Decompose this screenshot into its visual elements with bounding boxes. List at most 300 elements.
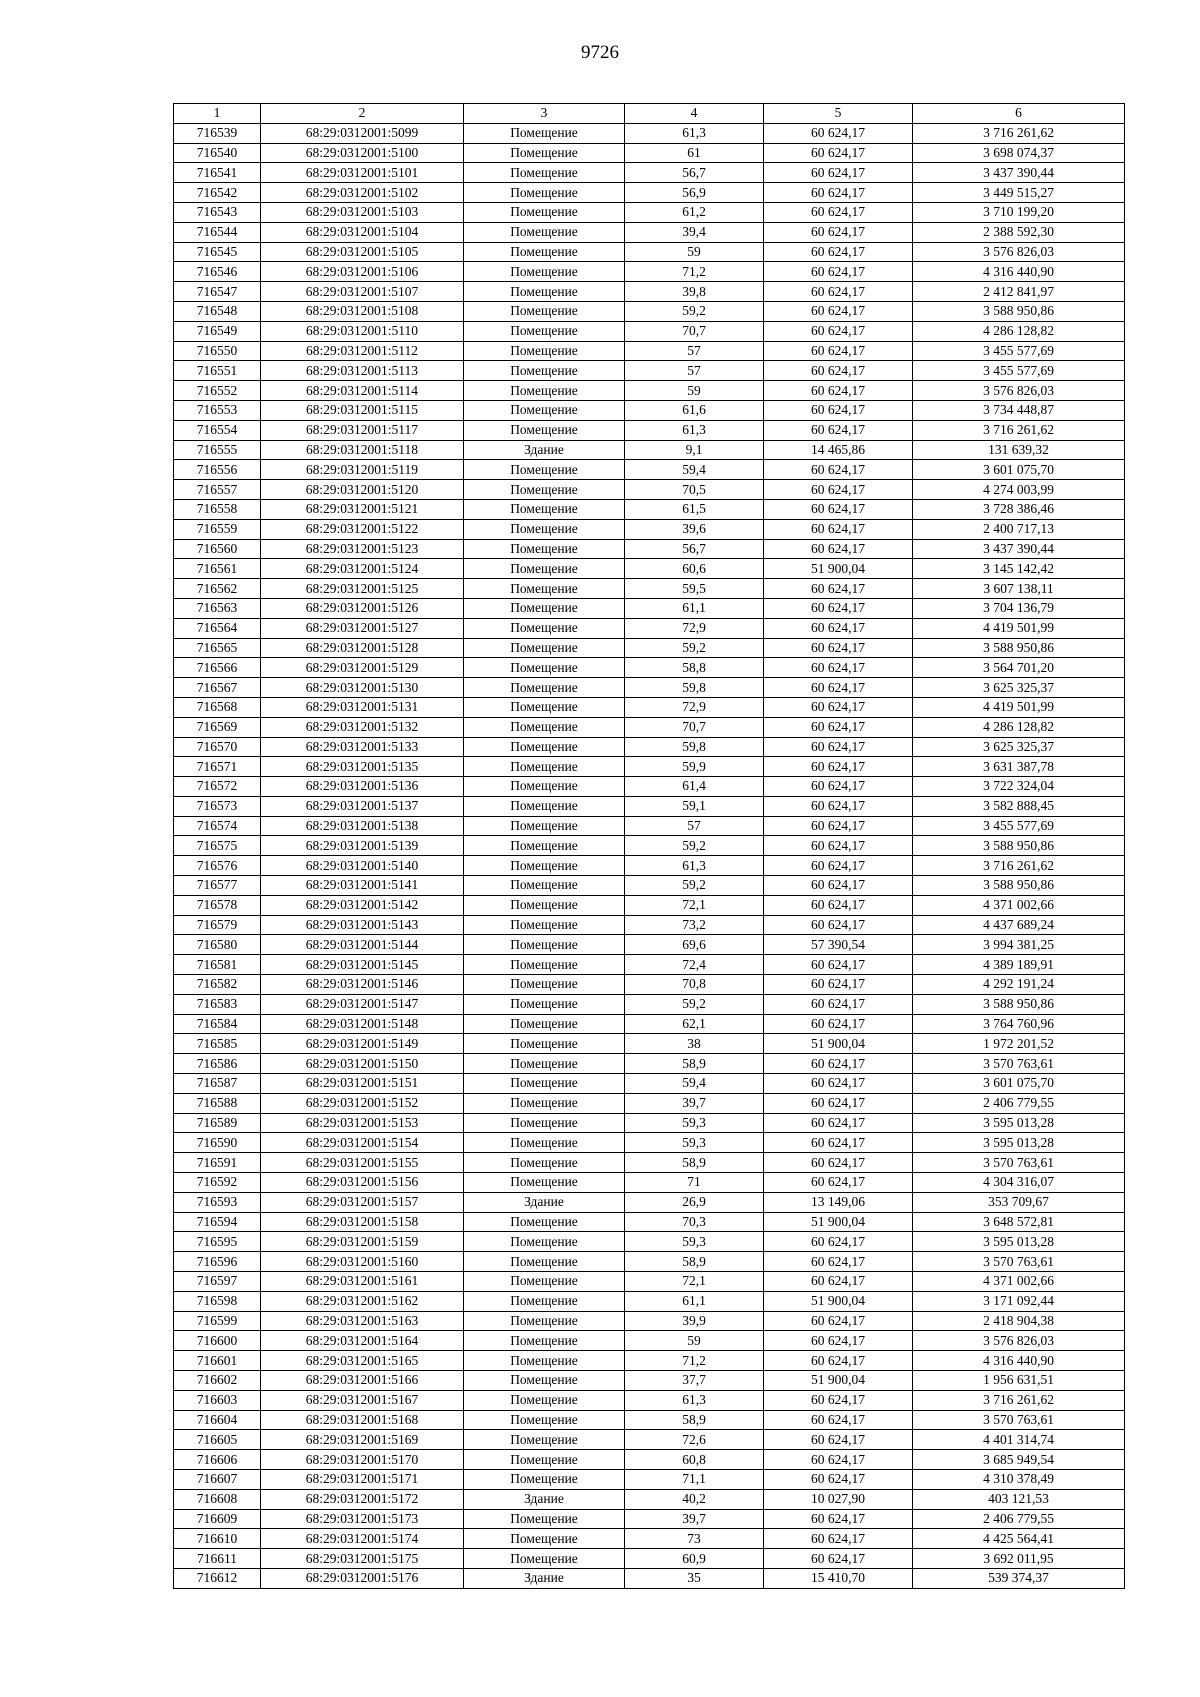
cadastral-number-cell: 68:29:0312001:5147 bbox=[261, 994, 464, 1014]
area-cell: 58,9 bbox=[625, 1410, 764, 1430]
column-header-3: 3 bbox=[464, 104, 625, 124]
cadastral-number-cell: 68:29:0312001:5152 bbox=[261, 1093, 464, 1113]
table-row bbox=[174, 717, 1125, 737]
object-type-cell: Помещение bbox=[464, 895, 625, 915]
cadastral-number-cell: 68:29:0312001:5139 bbox=[261, 836, 464, 856]
row-number-cell: 716584 bbox=[174, 1014, 261, 1034]
cadastral-value-cell: 3 570 763,61 bbox=[913, 1054, 1125, 1074]
area-cell: 58,8 bbox=[625, 658, 764, 678]
table-row bbox=[174, 1549, 1125, 1569]
cadastral-number-cell: 68:29:0312001:5133 bbox=[261, 737, 464, 757]
cadastral-value-cell: 4 316 440,90 bbox=[913, 262, 1125, 282]
area-cell: 59,8 bbox=[625, 737, 764, 757]
object-type-cell: Помещение bbox=[464, 856, 625, 876]
row-number-cell: 716587 bbox=[174, 1074, 261, 1094]
object-type-cell: Помещение bbox=[464, 737, 625, 757]
area-cell: 9,1 bbox=[625, 440, 764, 460]
cadastral-value-cell: 3 994 381,25 bbox=[913, 935, 1125, 955]
table-row bbox=[174, 163, 1125, 183]
cadastral-value-cell: 3 631 387,78 bbox=[913, 757, 1125, 777]
unit-value-cell: 60 624,17 bbox=[764, 163, 913, 183]
row-number-cell: 716606 bbox=[174, 1450, 261, 1470]
area-cell: 59 bbox=[625, 242, 764, 262]
table-row bbox=[174, 1232, 1125, 1252]
object-type-cell: Помещение bbox=[464, 1153, 625, 1173]
table-row bbox=[174, 341, 1125, 361]
table-row bbox=[174, 1351, 1125, 1371]
cadastral-value-cell: 3 595 013,28 bbox=[913, 1133, 1125, 1153]
table-row bbox=[174, 1192, 1125, 1212]
cadastral-number-cell: 68:29:0312001:5129 bbox=[261, 658, 464, 678]
unit-value-cell: 60 624,17 bbox=[764, 836, 913, 856]
row-number-cell: 716577 bbox=[174, 876, 261, 896]
cadastral-value-cell: 3 576 826,03 bbox=[913, 242, 1125, 262]
table-row bbox=[174, 519, 1125, 539]
object-type-cell: Помещение bbox=[464, 341, 625, 361]
cadastral-value-cell: 3 625 325,37 bbox=[913, 678, 1125, 698]
table-row bbox=[174, 935, 1125, 955]
unit-value-cell: 60 624,17 bbox=[764, 1430, 913, 1450]
cadastral-number-cell: 68:29:0312001:5174 bbox=[261, 1529, 464, 1549]
area-cell: 61 bbox=[625, 143, 764, 163]
cadastral-value-cell: 4 292 191,24 bbox=[913, 975, 1125, 995]
row-number-cell: 716595 bbox=[174, 1232, 261, 1252]
table-row bbox=[174, 1252, 1125, 1272]
object-type-cell: Помещение bbox=[464, 658, 625, 678]
row-number-cell: 716546 bbox=[174, 262, 261, 282]
cadastral-number-cell: 68:29:0312001:5138 bbox=[261, 816, 464, 836]
cadastral-value-cell: 3 576 826,03 bbox=[913, 1331, 1125, 1351]
table-row bbox=[174, 1133, 1125, 1153]
row-number-cell: 716565 bbox=[174, 638, 261, 658]
table-row bbox=[174, 796, 1125, 816]
cadastral-value-cell: 3 601 075,70 bbox=[913, 460, 1125, 480]
unit-value-cell: 60 624,17 bbox=[764, 1093, 913, 1113]
area-cell: 56,7 bbox=[625, 163, 764, 183]
cadastral-number-cell: 68:29:0312001:5101 bbox=[261, 163, 464, 183]
row-number-cell: 716558 bbox=[174, 499, 261, 519]
cadastral-number-cell: 68:29:0312001:5125 bbox=[261, 579, 464, 599]
cadastral-number-cell: 68:29:0312001:5161 bbox=[261, 1272, 464, 1292]
unit-value-cell: 60 624,17 bbox=[764, 242, 913, 262]
row-number-cell: 716568 bbox=[174, 697, 261, 717]
table-row bbox=[174, 658, 1125, 678]
cadastral-number-cell: 68:29:0312001:5102 bbox=[261, 183, 464, 203]
cadastral-value-cell: 1 956 631,51 bbox=[913, 1371, 1125, 1391]
table-row bbox=[174, 777, 1125, 797]
unit-value-cell: 51 900,04 bbox=[764, 1291, 913, 1311]
unit-value-cell: 60 624,17 bbox=[764, 1529, 913, 1549]
unit-value-cell: 60 624,17 bbox=[764, 1252, 913, 1272]
row-number-cell: 716551 bbox=[174, 361, 261, 381]
table-row bbox=[174, 222, 1125, 242]
unit-value-cell: 15 410,70 bbox=[764, 1568, 913, 1588]
cadastral-number-cell: 68:29:0312001:5120 bbox=[261, 480, 464, 500]
cadastral-value-cell: 3 171 092,44 bbox=[913, 1291, 1125, 1311]
row-number-cell: 716557 bbox=[174, 480, 261, 500]
object-type-cell: Помещение bbox=[464, 222, 625, 242]
area-cell: 72,9 bbox=[625, 618, 764, 638]
area-cell: 39,7 bbox=[625, 1509, 764, 1529]
object-type-cell: Помещение bbox=[464, 1272, 625, 1292]
table-row bbox=[174, 460, 1125, 480]
row-number-cell: 716605 bbox=[174, 1430, 261, 1450]
row-number-cell: 716597 bbox=[174, 1272, 261, 1292]
row-number-cell: 716593 bbox=[174, 1192, 261, 1212]
area-cell: 70,5 bbox=[625, 480, 764, 500]
table-body bbox=[174, 123, 1125, 1588]
table-row bbox=[174, 678, 1125, 698]
object-type-cell: Помещение bbox=[464, 1351, 625, 1371]
cadastral-value-cell: 2 406 779,55 bbox=[913, 1093, 1125, 1113]
cadastral-number-cell: 68:29:0312001:5131 bbox=[261, 697, 464, 717]
table-row bbox=[174, 955, 1125, 975]
row-number-cell: 716566 bbox=[174, 658, 261, 678]
row-number-cell: 716550 bbox=[174, 341, 261, 361]
object-type-cell: Помещение bbox=[464, 935, 625, 955]
table-row bbox=[174, 262, 1125, 282]
cadastral-number-cell: 68:29:0312001:5115 bbox=[261, 400, 464, 420]
table-row bbox=[174, 183, 1125, 203]
row-number-cell: 716576 bbox=[174, 856, 261, 876]
unit-value-cell: 60 624,17 bbox=[764, 1113, 913, 1133]
row-number-cell: 716582 bbox=[174, 975, 261, 995]
table-row bbox=[174, 836, 1125, 856]
row-number-cell: 716575 bbox=[174, 836, 261, 856]
unit-value-cell: 60 624,17 bbox=[764, 994, 913, 1014]
cadastral-number-cell: 68:29:0312001:5121 bbox=[261, 499, 464, 519]
table-row bbox=[174, 1054, 1125, 1074]
row-number-cell: 716563 bbox=[174, 598, 261, 618]
row-number-cell: 716570 bbox=[174, 737, 261, 757]
table-row bbox=[174, 876, 1125, 896]
unit-value-cell: 60 624,17 bbox=[764, 1331, 913, 1351]
object-type-cell: Помещение bbox=[464, 1410, 625, 1430]
object-type-cell: Помещение bbox=[464, 975, 625, 995]
cadastral-number-cell: 68:29:0312001:5124 bbox=[261, 559, 464, 579]
unit-value-cell: 60 624,17 bbox=[764, 1232, 913, 1252]
object-type-cell: Помещение bbox=[464, 519, 625, 539]
cadastral-number-cell: 68:29:0312001:5148 bbox=[261, 1014, 464, 1034]
area-cell: 59,3 bbox=[625, 1133, 764, 1153]
object-type-cell: Помещение bbox=[464, 1450, 625, 1470]
unit-value-cell: 60 624,17 bbox=[764, 876, 913, 896]
cadastral-value-cell: 4 425 564,41 bbox=[913, 1529, 1125, 1549]
table-row bbox=[174, 638, 1125, 658]
unit-value-cell: 60 624,17 bbox=[764, 1390, 913, 1410]
cadastral-value-cell: 3 716 261,62 bbox=[913, 123, 1125, 143]
table-row bbox=[174, 1074, 1125, 1094]
cadastral-number-cell: 68:29:0312001:5175 bbox=[261, 1549, 464, 1569]
area-cell: 61,1 bbox=[625, 1291, 764, 1311]
row-number-cell: 716604 bbox=[174, 1410, 261, 1430]
cadastral-number-cell: 68:29:0312001:5166 bbox=[261, 1371, 464, 1391]
object-type-cell: Помещение bbox=[464, 420, 625, 440]
object-type-cell: Помещение bbox=[464, 143, 625, 163]
table-row bbox=[174, 242, 1125, 262]
table-row bbox=[174, 440, 1125, 460]
area-cell: 39,4 bbox=[625, 222, 764, 242]
cadastral-value-cell: 4 437 689,24 bbox=[913, 915, 1125, 935]
object-type-cell: Помещение bbox=[464, 559, 625, 579]
object-type-cell: Помещение bbox=[464, 1133, 625, 1153]
area-cell: 57 bbox=[625, 341, 764, 361]
table-row bbox=[174, 301, 1125, 321]
cadastral-number-cell: 68:29:0312001:5112 bbox=[261, 341, 464, 361]
area-cell: 70,8 bbox=[625, 975, 764, 995]
cadastral-value-cell: 1 972 201,52 bbox=[913, 1034, 1125, 1054]
object-type-cell: Помещение bbox=[464, 361, 625, 381]
unit-value-cell: 60 624,17 bbox=[764, 420, 913, 440]
cadastral-value-cell: 3 582 888,45 bbox=[913, 796, 1125, 816]
area-cell: 59,2 bbox=[625, 301, 764, 321]
area-cell: 59,5 bbox=[625, 579, 764, 599]
cadastral-number-cell: 68:29:0312001:5154 bbox=[261, 1133, 464, 1153]
cadastral-value-cell: 3 570 763,61 bbox=[913, 1252, 1125, 1272]
table-row bbox=[174, 895, 1125, 915]
row-number-cell: 716612 bbox=[174, 1568, 261, 1588]
area-cell: 59,8 bbox=[625, 678, 764, 698]
object-type-cell: Помещение bbox=[464, 1291, 625, 1311]
cadastral-value-cell: 131 639,32 bbox=[913, 440, 1125, 460]
cadastral-number-cell: 68:29:0312001:5113 bbox=[261, 361, 464, 381]
row-number-cell: 716581 bbox=[174, 955, 261, 975]
object-type-cell: Помещение bbox=[464, 202, 625, 222]
unit-value-cell: 10 027,90 bbox=[764, 1489, 913, 1509]
area-cell: 26,9 bbox=[625, 1192, 764, 1212]
object-type-cell: Помещение bbox=[464, 1113, 625, 1133]
unit-value-cell: 60 624,17 bbox=[764, 856, 913, 876]
unit-value-cell: 60 624,17 bbox=[764, 1153, 913, 1173]
object-type-cell: Помещение bbox=[464, 183, 625, 203]
row-number-cell: 716611 bbox=[174, 1549, 261, 1569]
column-header-1: 1 bbox=[174, 104, 261, 124]
area-cell: 35 bbox=[625, 1568, 764, 1588]
unit-value-cell: 60 624,17 bbox=[764, 1410, 913, 1430]
row-number-cell: 716607 bbox=[174, 1469, 261, 1489]
cadastral-value-cell: 3 722 324,04 bbox=[913, 777, 1125, 797]
cadastral-value-cell: 2 388 592,30 bbox=[913, 222, 1125, 242]
cadastral-value-cell: 3 588 950,86 bbox=[913, 994, 1125, 1014]
cadastral-value-cell: 539 374,37 bbox=[913, 1568, 1125, 1588]
unit-value-cell: 60 624,17 bbox=[764, 895, 913, 915]
row-number-cell: 716603 bbox=[174, 1390, 261, 1410]
area-cell: 71,2 bbox=[625, 262, 764, 282]
object-type-cell: Здание bbox=[464, 1192, 625, 1212]
row-number-cell: 716583 bbox=[174, 994, 261, 1014]
table-row bbox=[174, 539, 1125, 559]
cadastral-value-cell: 3 625 325,37 bbox=[913, 737, 1125, 757]
table-row bbox=[174, 1034, 1125, 1054]
table-row bbox=[174, 1311, 1125, 1331]
table-row bbox=[174, 579, 1125, 599]
cadastral-number-cell: 68:29:0312001:5099 bbox=[261, 123, 464, 143]
cadastral-value-cell: 3 455 577,69 bbox=[913, 341, 1125, 361]
cadastral-number-cell: 68:29:0312001:5105 bbox=[261, 242, 464, 262]
unit-value-cell: 60 624,17 bbox=[764, 678, 913, 698]
row-number-cell: 716585 bbox=[174, 1034, 261, 1054]
row-number-cell: 716600 bbox=[174, 1331, 261, 1351]
cadastral-value-cell: 4 286 128,82 bbox=[913, 321, 1125, 341]
row-number-cell: 716573 bbox=[174, 796, 261, 816]
table-row bbox=[174, 400, 1125, 420]
cadastral-value-cell: 4 419 501,99 bbox=[913, 618, 1125, 638]
cadastral-value-cell: 4 274 003,99 bbox=[913, 480, 1125, 500]
area-cell: 39,7 bbox=[625, 1093, 764, 1113]
object-type-cell: Помещение bbox=[464, 697, 625, 717]
row-number-cell: 716542 bbox=[174, 183, 261, 203]
cadastral-value-cell: 3 734 448,87 bbox=[913, 400, 1125, 420]
area-cell: 59,2 bbox=[625, 994, 764, 1014]
row-number-cell: 716553 bbox=[174, 400, 261, 420]
row-number-cell: 716589 bbox=[174, 1113, 261, 1133]
object-type-cell: Помещение bbox=[464, 816, 625, 836]
row-number-cell: 716555 bbox=[174, 440, 261, 460]
area-cell: 61,3 bbox=[625, 123, 764, 143]
row-number-cell: 716596 bbox=[174, 1252, 261, 1272]
cadastral-number-cell: 68:29:0312001:5153 bbox=[261, 1113, 464, 1133]
area-cell: 61,6 bbox=[625, 400, 764, 420]
table-row bbox=[174, 1430, 1125, 1450]
object-type-cell: Помещение bbox=[464, 717, 625, 737]
object-type-cell: Помещение bbox=[464, 678, 625, 698]
unit-value-cell: 60 624,17 bbox=[764, 757, 913, 777]
cadastral-value-cell: 3 449 515,27 bbox=[913, 183, 1125, 203]
area-cell: 57 bbox=[625, 816, 764, 836]
table-row bbox=[174, 994, 1125, 1014]
table-row bbox=[174, 1173, 1125, 1193]
row-number-cell: 716569 bbox=[174, 717, 261, 737]
object-type-cell: Здание bbox=[464, 1489, 625, 1509]
row-number-cell: 716548 bbox=[174, 301, 261, 321]
object-type-cell: Помещение bbox=[464, 1054, 625, 1074]
table-row bbox=[174, 420, 1125, 440]
object-type-cell: Помещение bbox=[464, 262, 625, 282]
area-cell: 37,7 bbox=[625, 1371, 764, 1391]
cadastral-number-cell: 68:29:0312001:5150 bbox=[261, 1054, 464, 1074]
table-row bbox=[174, 202, 1125, 222]
cadastral-number-cell: 68:29:0312001:5110 bbox=[261, 321, 464, 341]
area-cell: 70,3 bbox=[625, 1212, 764, 1232]
row-number-cell: 716541 bbox=[174, 163, 261, 183]
cadastral-value-cell: 3 576 826,03 bbox=[913, 381, 1125, 401]
area-cell: 70,7 bbox=[625, 717, 764, 737]
unit-value-cell: 60 624,17 bbox=[764, 1351, 913, 1371]
unit-value-cell: 60 624,17 bbox=[764, 638, 913, 658]
unit-value-cell: 14 465,86 bbox=[764, 440, 913, 460]
cadastral-number-cell: 68:29:0312001:5169 bbox=[261, 1430, 464, 1450]
cadastral-number-cell: 68:29:0312001:5143 bbox=[261, 915, 464, 935]
object-type-cell: Помещение bbox=[464, 1529, 625, 1549]
unit-value-cell: 60 624,17 bbox=[764, 183, 913, 203]
unit-value-cell: 51 900,04 bbox=[764, 559, 913, 579]
object-type-cell: Помещение bbox=[464, 499, 625, 519]
table-row bbox=[174, 1153, 1125, 1173]
object-type-cell: Помещение bbox=[464, 1074, 625, 1094]
table-row bbox=[174, 559, 1125, 579]
area-cell: 59,3 bbox=[625, 1113, 764, 1133]
table-row bbox=[174, 1371, 1125, 1391]
table-row bbox=[174, 915, 1125, 935]
cadastral-value-cell: 3 570 763,61 bbox=[913, 1153, 1125, 1173]
area-cell: 56,9 bbox=[625, 183, 764, 203]
unit-value-cell: 60 624,17 bbox=[764, 222, 913, 242]
area-cell: 73,2 bbox=[625, 915, 764, 935]
area-cell: 59,2 bbox=[625, 836, 764, 856]
row-number-cell: 716598 bbox=[174, 1291, 261, 1311]
cadastral-value-cell: 3 692 011,95 bbox=[913, 1549, 1125, 1569]
area-cell: 59,4 bbox=[625, 1074, 764, 1094]
area-cell: 58,9 bbox=[625, 1252, 764, 1272]
object-type-cell: Помещение bbox=[464, 915, 625, 935]
unit-value-cell: 60 624,17 bbox=[764, 1450, 913, 1470]
cadastral-number-cell: 68:29:0312001:5132 bbox=[261, 717, 464, 737]
cadastral-number-cell: 68:29:0312001:5159 bbox=[261, 1232, 464, 1252]
object-type-cell: Помещение bbox=[464, 400, 625, 420]
cadastral-value-cell: 3 588 950,86 bbox=[913, 876, 1125, 896]
cadastral-value-cell: 3 716 261,62 bbox=[913, 420, 1125, 440]
row-number-cell: 716601 bbox=[174, 1351, 261, 1371]
cadastral-value-cell: 353 709,67 bbox=[913, 1192, 1125, 1212]
cadastral-value-cell: 4 316 440,90 bbox=[913, 1351, 1125, 1371]
cadastral-number-cell: 68:29:0312001:5126 bbox=[261, 598, 464, 618]
cadastral-number-cell: 68:29:0312001:5108 bbox=[261, 301, 464, 321]
object-type-cell: Помещение bbox=[464, 381, 625, 401]
unit-value-cell: 60 624,17 bbox=[764, 618, 913, 638]
object-type-cell: Помещение bbox=[464, 796, 625, 816]
table-row bbox=[174, 1093, 1125, 1113]
row-number-cell: 716599 bbox=[174, 1311, 261, 1331]
area-cell: 38 bbox=[625, 1034, 764, 1054]
cadastral-value-cell: 2 406 779,55 bbox=[913, 1509, 1125, 1529]
unit-value-cell: 60 624,17 bbox=[764, 301, 913, 321]
area-cell: 39,9 bbox=[625, 1311, 764, 1331]
cadastral-number-cell: 68:29:0312001:5151 bbox=[261, 1074, 464, 1094]
cadastral-number-cell: 68:29:0312001:5141 bbox=[261, 876, 464, 896]
cadastral-number-cell: 68:29:0312001:5135 bbox=[261, 757, 464, 777]
table-row bbox=[174, 499, 1125, 519]
cadastral-value-table bbox=[173, 103, 1125, 1589]
object-type-cell: Помещение bbox=[464, 321, 625, 341]
row-number-cell: 716592 bbox=[174, 1173, 261, 1193]
table-row bbox=[174, 1014, 1125, 1034]
row-number-cell: 716559 bbox=[174, 519, 261, 539]
row-number-cell: 716539 bbox=[174, 123, 261, 143]
table-row bbox=[174, 1291, 1125, 1311]
row-number-cell: 716609 bbox=[174, 1509, 261, 1529]
cadastral-value-cell: 3 145 142,42 bbox=[913, 559, 1125, 579]
table-row bbox=[174, 697, 1125, 717]
row-number-cell: 716561 bbox=[174, 559, 261, 579]
cadastral-number-cell: 68:29:0312001:5146 bbox=[261, 975, 464, 995]
area-cell: 61,2 bbox=[625, 202, 764, 222]
object-type-cell: Помещение bbox=[464, 1430, 625, 1450]
cadastral-number-cell: 68:29:0312001:5162 bbox=[261, 1291, 464, 1311]
table-row bbox=[174, 143, 1125, 163]
page-number: 9726 bbox=[581, 42, 619, 63]
unit-value-cell: 60 624,17 bbox=[764, 539, 913, 559]
area-cell: 39,8 bbox=[625, 282, 764, 302]
cadastral-number-cell: 68:29:0312001:5155 bbox=[261, 1153, 464, 1173]
area-cell: 58,9 bbox=[625, 1054, 764, 1074]
row-number-cell: 716547 bbox=[174, 282, 261, 302]
area-cell: 59,3 bbox=[625, 1232, 764, 1252]
object-type-cell: Помещение bbox=[464, 1509, 625, 1529]
area-cell: 59 bbox=[625, 1331, 764, 1351]
row-number-cell: 716574 bbox=[174, 816, 261, 836]
cadastral-value-cell: 3 570 763,61 bbox=[913, 1410, 1125, 1430]
cadastral-value-cell: 3 685 949,54 bbox=[913, 1450, 1125, 1470]
